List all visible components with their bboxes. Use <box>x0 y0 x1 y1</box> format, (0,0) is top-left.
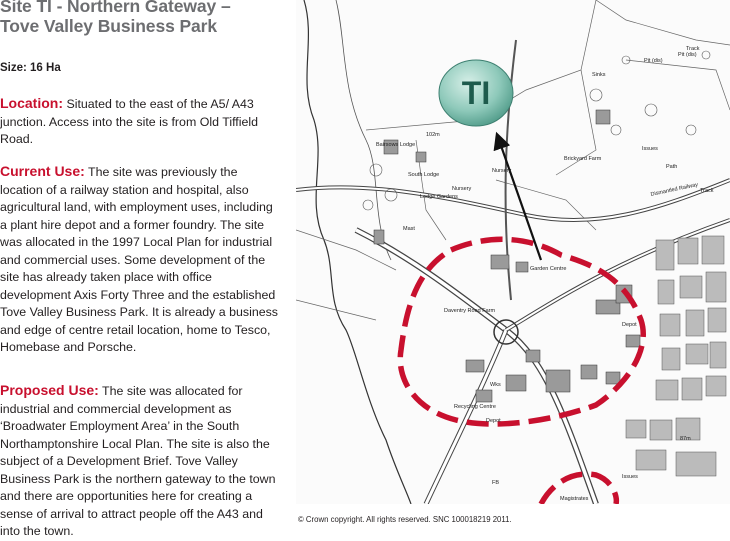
label-brickyard-farm: Brickyard Farm <box>564 156 602 162</box>
woodland-symbols <box>363 51 710 210</box>
text-column <box>0 0 290 538</box>
copyright-notice: © Crown copyright. All rights reserved. SNC 100018219 2011. <box>298 515 512 524</box>
field-boundaries <box>296 0 730 320</box>
label-issues-2: Issues <box>622 474 638 480</box>
label-issues-1: Issues <box>642 146 658 152</box>
label-depot-2: Depot <box>486 418 501 424</box>
label-bairsows-lodge: Bairsows Lodge <box>376 142 416 148</box>
proposed-use-heading: Proposed Use: <box>0 382 99 398</box>
label-dismantled-railway: Dismantled Railway <box>650 182 699 198</box>
site-badge-label: TI <box>461 75 491 111</box>
proposed-use-text: The site was allocated for industrial and commercial development as ‘Broadwater Employment Area’ in the South Northamptonshire Local Plan. The site is also the subject of a Development Brief. Tove Valley Business Park is the northern gateway to the town and there are opportunities here for creating a sense of arrival to attract people off the A43 and into the town. <box>0 384 276 538</box>
label-contour-2: 87m <box>680 436 691 442</box>
label-magistrates: Magistrates <box>560 496 589 502</box>
current-use-text: The site was previously the location of a railway station and hospital, also agricultural land, with employment uses, including a plant hire depot and a former foundry. The site was allocated in the 1997 Local Plan for industrial and commercial uses. Some development of the site has already taken place with office development Axis Forty Three and the established Tove Valley Business Park. It is already a business and edge of centre retail location, home to Tesco, Homebase and Porsche. <box>0 165 279 354</box>
title-line-2: Tove Valley Business Park <box>0 16 218 36</box>
site-size: Size: 16 Ha <box>0 62 61 74</box>
label-wks: Wks <box>490 382 501 388</box>
label-nursery-1: Nursery <box>452 186 472 192</box>
label-recycling-centre: Recycling Centre <box>454 404 496 410</box>
label-track-2: Track <box>700 188 714 194</box>
label-nursery-2: Nursery <box>492 168 512 174</box>
label-sinks: Sinks <box>592 72 606 78</box>
title-line-1: Site TI - Northern Gateway – <box>0 0 231 16</box>
label-depot-1: Depot <box>622 322 637 328</box>
label-lodge-gardens: Lodge Gardens <box>420 194 458 200</box>
label-daventry-road-farm: Daventry Road Farm <box>444 308 496 314</box>
label-mast: Mast <box>403 226 415 232</box>
label-garden-centre: Garden Centre <box>530 266 567 272</box>
site-badge <box>439 60 513 126</box>
label-path: Path <box>666 164 678 170</box>
site-map <box>296 0 730 504</box>
location-heading: Location: <box>0 95 63 111</box>
current-use-heading: Current Use: <box>0 163 85 179</box>
current-use-paragraph <box>0 163 280 357</box>
proposed-use-paragraph <box>0 382 280 541</box>
label-pit-2: Pit (dis) <box>678 52 697 58</box>
label-pit-1: Pit (dis) <box>644 58 663 64</box>
location-text: Situated to the east of the A5/ A43 junction. Access into the site is from Old Tiffield Road. <box>0 97 259 146</box>
label-fb: FB <box>492 480 500 486</box>
river-line-2 <box>336 0 391 260</box>
location-paragraph <box>0 95 280 149</box>
page-title <box>0 0 231 36</box>
label-south-lodge: South Lodge <box>408 172 440 178</box>
label-track-1: Track <box>686 46 700 52</box>
label-contour: 102m <box>426 132 440 138</box>
map-drawing <box>296 0 730 504</box>
